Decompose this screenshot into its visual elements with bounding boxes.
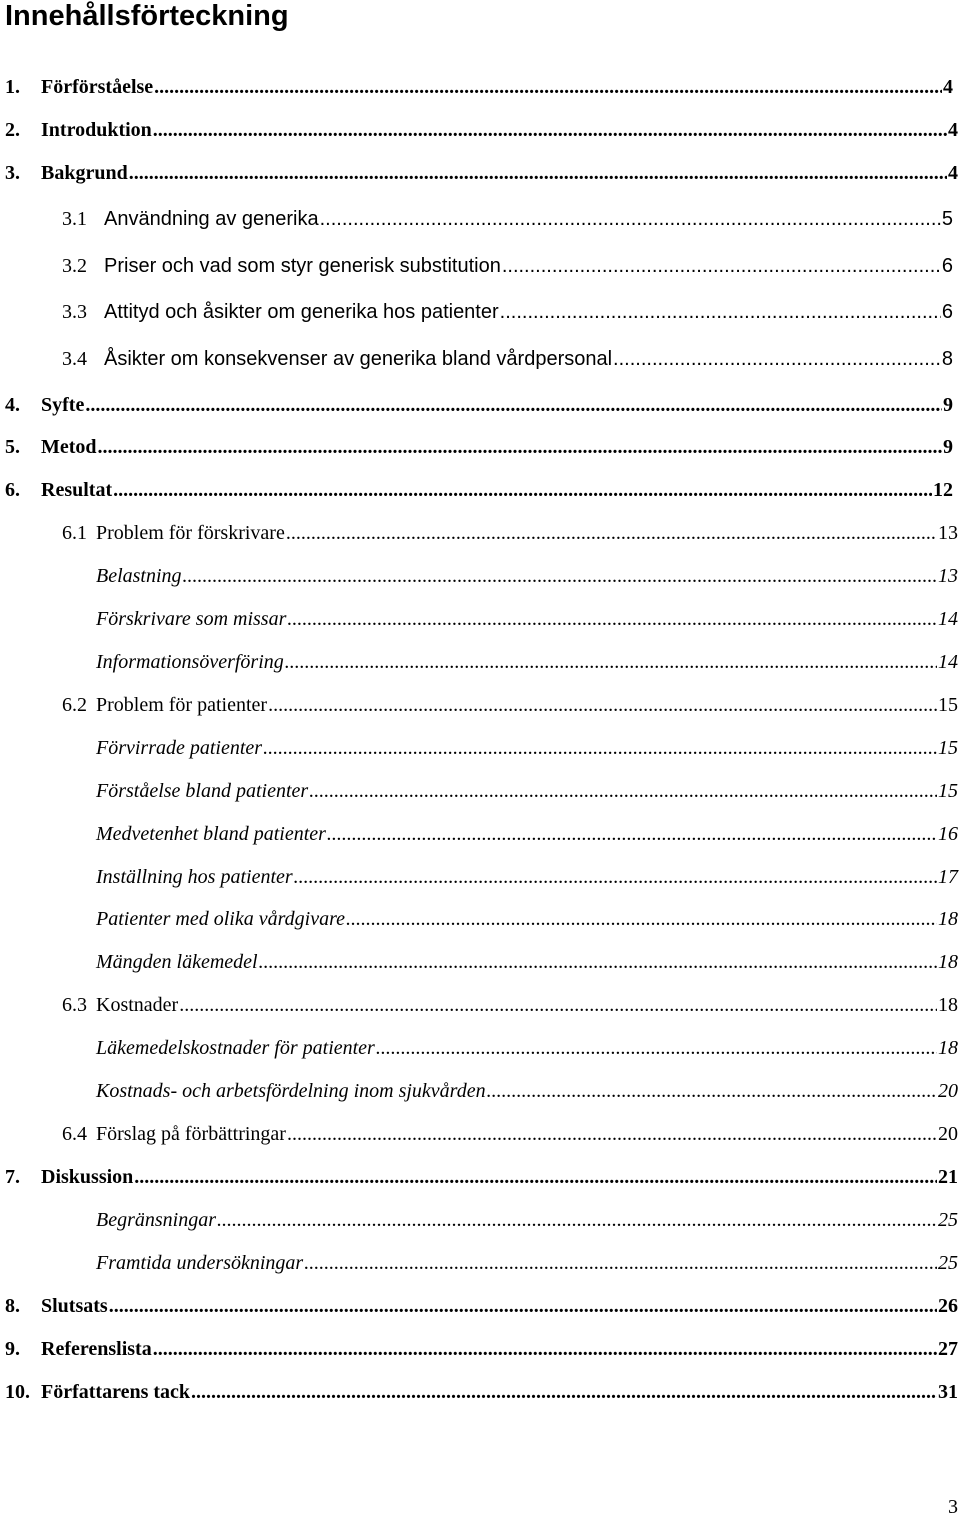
toc-entry-label: Framtida undersökningar — [96, 1252, 304, 1274]
toc-leader-dots — [268, 690, 937, 720]
toc-entry-label: Åsikter om konsekvenser av generika bland vårdpersonal — [104, 348, 613, 370]
toc-leader-dots — [259, 947, 937, 977]
toc-entry[interactable] — [62, 690, 958, 720]
toc-entry-number: 6.4 — [62, 1123, 87, 1145]
toc-entry-page: 14 — [938, 651, 958, 673]
toc-entry[interactable] — [96, 819, 958, 849]
toc-entry-page: 17 — [938, 866, 958, 888]
toc-entry[interactable] — [96, 904, 958, 934]
toc-entry-label: Syfte — [41, 394, 85, 416]
toc-entry[interactable] — [96, 604, 958, 634]
toc-entry-page: 15 — [938, 737, 958, 759]
toc-entry-label: Metod — [41, 436, 97, 458]
toc-entry-page: 26 — [938, 1295, 958, 1317]
toc-leader-dots — [287, 604, 937, 634]
toc-leader-dots — [154, 72, 942, 102]
toc-entry-page: 18 — [938, 994, 958, 1016]
toc-leader-dots — [500, 297, 941, 327]
toc-leader-dots — [309, 776, 937, 806]
toc-leader-dots — [153, 1334, 937, 1364]
toc-entry-number: 3.4 — [62, 348, 87, 370]
toc-entry-page: 16 — [938, 823, 958, 845]
toc-leader-dots — [109, 1291, 937, 1321]
toc-leader-dots — [285, 647, 937, 677]
toc-entry-page: 4 — [943, 76, 953, 98]
toc-entry-label: Belastning — [96, 565, 182, 587]
toc-leader-dots — [613, 344, 941, 374]
toc-entry[interactable] — [62, 251, 953, 281]
toc-entry-number: 9. — [5, 1338, 20, 1360]
toc-entry-label: Problem för förskrivare — [96, 522, 285, 544]
toc-entry-number: 3.3 — [62, 301, 87, 323]
toc-leader-dots — [376, 1033, 937, 1063]
toc-entry-label: Användning av generika — [104, 208, 319, 230]
toc-entry-number: 6. — [5, 479, 20, 501]
toc-entry[interactable] — [96, 1248, 958, 1278]
toc-leader-dots — [183, 561, 937, 591]
toc-entry-label: Förståelse bland patienter — [96, 780, 309, 802]
toc-leader-dots — [502, 251, 941, 281]
toc-entry[interactable] — [5, 1291, 958, 1321]
toc-entry-label: Introduktion — [41, 119, 152, 141]
toc-entry-label: Resultat — [41, 479, 113, 501]
toc-entry-page: 15 — [938, 780, 958, 802]
toc-entry-label: Referenslista — [41, 1338, 152, 1360]
toc-entry-number: 2. — [5, 119, 20, 141]
toc-entry-page: 18 — [938, 908, 958, 930]
toc-entry-number: 8. — [5, 1295, 20, 1317]
toc-entry-label: Informationsöverföring — [96, 651, 284, 673]
toc-leader-dots — [286, 518, 937, 548]
toc-entry-number: 3.2 — [62, 255, 87, 277]
toc-leader-dots — [191, 1377, 937, 1407]
toc-leader-dots — [346, 904, 937, 934]
toc-leader-dots — [113, 475, 932, 505]
toc-entry-page: 13 — [938, 522, 958, 544]
toc-entry-page: 9 — [943, 394, 953, 416]
toc-entry-page: 18 — [938, 951, 958, 973]
toc-entry-number: 3.1 — [62, 208, 87, 230]
toc-entry-page: 25 — [938, 1252, 958, 1274]
toc-entry-page: 8 — [941, 348, 953, 370]
toc-entry-label: Slutsats — [41, 1295, 108, 1317]
toc-entry-label: Inställning hos patienter — [96, 866, 293, 888]
toc-entry-label: Kostnader — [96, 994, 179, 1016]
toc-entry[interactable] — [5, 1334, 958, 1364]
toc-leader-dots — [327, 819, 937, 849]
toc-entry-label: Priser och vad som styr generisk substitution — [104, 255, 501, 277]
toc-entry-page: 18 — [938, 1037, 958, 1059]
toc-entry-number: 6.2 — [62, 694, 87, 716]
toc-leader-dots — [153, 115, 947, 145]
toc-entry-page: 5 — [941, 208, 953, 230]
toc-entry[interactable] — [96, 733, 958, 763]
toc-entry-label: Mängden läkemedel — [96, 951, 258, 973]
toc-entry[interactable] — [5, 115, 958, 145]
toc-entry[interactable] — [62, 990, 958, 1020]
toc-entry[interactable] — [5, 158, 958, 188]
toc-entry-page: 21 — [938, 1166, 958, 1188]
toc-leader-dots — [320, 204, 941, 234]
toc-entry[interactable] — [62, 1119, 958, 1149]
toc-entry-label: Författarens tack — [41, 1381, 191, 1403]
toc-entry[interactable] — [96, 776, 958, 806]
toc-entry-page: 15 — [938, 694, 958, 716]
toc-leader-dots — [134, 1162, 937, 1192]
toc-leader-dots — [263, 733, 937, 763]
toc-entry-page: 20 — [938, 1080, 958, 1102]
toc-entry-page: 9 — [943, 436, 953, 458]
toc-entry[interactable] — [96, 947, 958, 977]
toc-leader-dots — [129, 158, 947, 188]
toc-entry-label: Förskrivare som missar — [96, 608, 287, 630]
toc-entry-label: Diskussion — [41, 1166, 134, 1188]
toc-leader-dots — [294, 862, 937, 892]
toc-entry-page: 12 — [933, 479, 953, 501]
toc-leader-dots — [179, 990, 937, 1020]
toc-entry-page: 27 — [938, 1338, 958, 1360]
toc-entry-number: 6.3 — [62, 994, 87, 1016]
toc-entry[interactable] — [62, 297, 953, 327]
toc-entry-label: Begränsningar — [96, 1209, 216, 1231]
toc-entry-label: Läkemedelskostnader för patienter — [96, 1037, 375, 1059]
toc-entry-page: 6 — [941, 301, 953, 323]
toc-entry-label: Problem för patienter — [96, 694, 268, 716]
toc-entry-page: 14 — [938, 608, 958, 630]
toc-entry-number: 10. — [5, 1381, 30, 1403]
toc-entry[interactable] — [5, 72, 953, 102]
toc-entry[interactable] — [96, 1205, 958, 1235]
toc-entry-page: 4 — [948, 119, 958, 141]
toc-entry-label: Medvetenhet bland patienter — [96, 823, 326, 845]
toc-entry-label: Bakgrund — [41, 162, 128, 184]
toc-entry[interactable] — [96, 1033, 958, 1063]
toc-leader-dots — [98, 432, 942, 462]
toc-title: Innehållsförteckning — [5, 0, 289, 32]
page-number: 3 — [948, 1496, 958, 1518]
toc-entry[interactable] — [96, 561, 958, 591]
toc-entry[interactable] — [62, 344, 953, 374]
toc-entry-page: 20 — [938, 1123, 958, 1145]
toc-entry-page: 25 — [938, 1209, 958, 1231]
toc-entry-label: Förvirrade patienter — [96, 737, 263, 759]
toc-entry-page: 6 — [941, 255, 953, 277]
toc-entry[interactable] — [96, 647, 958, 677]
toc-entry[interactable] — [62, 204, 953, 234]
toc-entry-page: 13 — [938, 565, 958, 587]
toc-entry[interactable] — [96, 862, 958, 892]
toc-entry[interactable] — [62, 518, 958, 548]
toc-entry-number: 5. — [5, 436, 20, 458]
toc-entry-label: Kostnads- och arbetsfördelning inom sjukvården — [96, 1080, 486, 1102]
toc-leader-dots — [487, 1076, 937, 1106]
toc-entry[interactable] — [5, 1162, 958, 1192]
toc-entry-number: 3. — [5, 162, 20, 184]
toc-entry-number: 4. — [5, 394, 20, 416]
toc-leader-dots — [85, 390, 942, 420]
toc-entry-label: Attityd och åsikter om generika hos patienter — [104, 301, 499, 323]
toc-leader-dots — [304, 1248, 937, 1278]
toc-entry-label: Förslag på förbättringar — [96, 1123, 286, 1145]
toc-entry[interactable] — [96, 1076, 958, 1106]
toc-entry-number: 6.1 — [62, 522, 87, 544]
toc-entry[interactable] — [5, 475, 953, 505]
toc-leader-dots — [217, 1205, 937, 1235]
toc-leader-dots — [287, 1119, 937, 1149]
toc-entry-label: Patienter med olika vårdgivare — [96, 908, 346, 930]
toc-entry-page: 31 — [938, 1381, 958, 1403]
toc-entry[interactable] — [5, 1377, 958, 1407]
toc-entry-number: 7. — [5, 1166, 20, 1188]
toc-entry-number: 1. — [5, 76, 20, 98]
toc-entry[interactable] — [5, 390, 953, 420]
toc-entry[interactable] — [5, 432, 953, 462]
toc-entry-label: Förförståelse — [41, 76, 154, 98]
toc-entry-page: 4 — [948, 162, 958, 184]
